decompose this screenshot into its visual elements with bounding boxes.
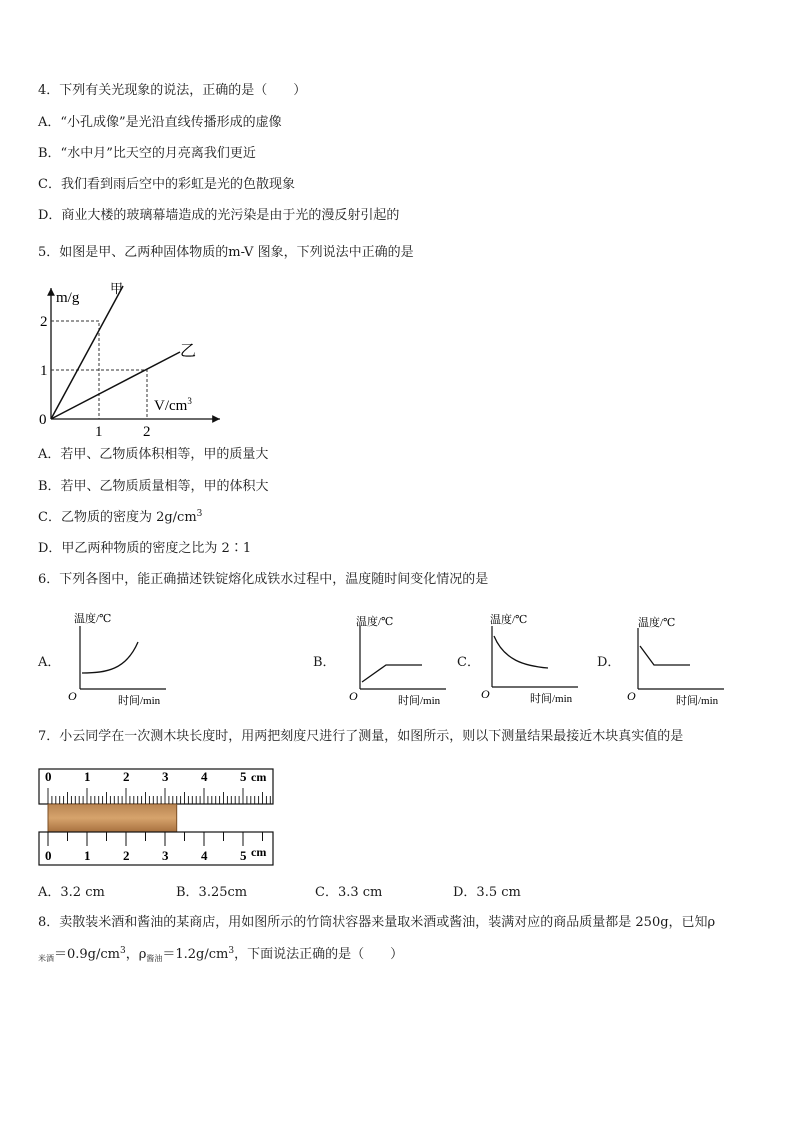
q5-mv-graph bbox=[30, 280, 230, 440]
q6-b-origin: O bbox=[349, 689, 358, 703]
q5-option-a: A．若甲、乙物质体积相等，甲的质量大 bbox=[38, 447, 269, 462]
q7-bottom-number: 2 bbox=[123, 848, 130, 863]
q7-option-a: A．3.2 cm bbox=[38, 885, 105, 900]
q5-line-yi-label: 乙 bbox=[180, 343, 197, 360]
q6-d-origin: O bbox=[627, 689, 636, 703]
q4-option-c: C．我们看到雨后空中的彩虹是光的色散现象 bbox=[38, 177, 295, 192]
q6-b-curve bbox=[362, 665, 422, 682]
q7-wood-block bbox=[48, 804, 177, 832]
q7-bottom-number: 3 bbox=[162, 848, 169, 863]
q6-graph-b bbox=[346, 610, 466, 710]
q5-ytick-1: 1 bbox=[40, 363, 48, 379]
q7-top-number: 0 bbox=[45, 769, 52, 784]
q6-a-origin: O bbox=[68, 689, 77, 703]
q6-option-a-label: A． bbox=[38, 655, 61, 670]
q7-option-b: B．3.25cm bbox=[176, 885, 248, 900]
q6-c-curve bbox=[494, 636, 548, 668]
q5-ytick-2: 2 bbox=[40, 314, 48, 330]
q6-d-curve bbox=[640, 646, 690, 665]
q5-option-d: D．甲乙两种物质的密度之比为 2∶1 bbox=[38, 541, 252, 556]
q7-ruler-figure bbox=[38, 766, 278, 870]
q6-option-b-label: B． bbox=[313, 655, 336, 670]
q5-origin: 0 bbox=[39, 412, 47, 428]
q7-top-unit: cm bbox=[251, 770, 267, 784]
q7-top-number: 5 bbox=[240, 769, 247, 784]
q5-xtick-2: 2 bbox=[143, 424, 151, 440]
q5-stem: 5．如图是甲、乙两种固体物质的m-V 图象，下列说法中正确的是 bbox=[38, 245, 414, 260]
q6-d-xlabel: 时间/min bbox=[676, 695, 719, 707]
q6-a-ylabel: 温度/℃ bbox=[74, 613, 112, 625]
q7-top-ruler bbox=[39, 769, 273, 804]
q7-stem: 7．小云同学在一次测木块长度时，用两把刻度尺进行了测量，如图所示，则以下测量结果最接近木块真实值的是 bbox=[38, 729, 684, 744]
q6-graph-d bbox=[624, 610, 744, 710]
q6-stem: 6．下列各图中，能正确描述铁锭熔化成铁水过程中，温度随时间变化情况的是 bbox=[38, 572, 489, 587]
q7-top-number: 3 bbox=[162, 769, 169, 784]
q7-bottom-number: 5 bbox=[240, 848, 247, 863]
q5-x-label: $V/cm^3$ bbox=[154, 396, 192, 414]
q6-option-c-label: C． bbox=[457, 655, 480, 670]
q7-top-number: 4 bbox=[201, 769, 208, 784]
q6-c-xlabel: 时间/min bbox=[530, 693, 573, 705]
q6-c-ylabel: 温度/℃ bbox=[490, 614, 528, 626]
q7-bottom-number: 0 bbox=[45, 848, 52, 863]
q7-option-d: D．3.5 cm bbox=[453, 885, 521, 900]
q7-option-c: C．3.3 cm bbox=[315, 885, 383, 900]
q6-c-origin: O bbox=[481, 687, 490, 701]
q6-graph-a bbox=[66, 610, 186, 710]
q7-top-number: 1 bbox=[84, 769, 91, 784]
q6-b-ylabel: 温度/℃ bbox=[356, 616, 394, 628]
q7-bottom-ruler bbox=[39, 832, 273, 865]
q4-option-b: B．“水中月”比天空的月亮离我们更近 bbox=[38, 146, 256, 161]
q5-option-c: C．乙物质的密度为 $2g/cm^3$ bbox=[38, 509, 203, 525]
q4-option-d: D．商业大楼的玻璃幕墙造成的光污染是由于光的漫反射引起的 bbox=[38, 208, 400, 223]
q7-bottom-number: 4 bbox=[201, 848, 208, 863]
q4-option-a: A．“小孔成像”是光沿直线传播形成的虚像 bbox=[38, 115, 282, 130]
q8-line-1: 8．卖散装米酒和酱油的某商店，用如图所示的竹筒状容器来量取米酒或酱油，装满对应的商品质量都是 250g，已知ρ bbox=[38, 915, 716, 930]
q4-stem: 4．下列有关光现象的说法，正确的是（ ） bbox=[38, 83, 307, 98]
q7-bottom-number: 1 bbox=[84, 848, 91, 863]
q7-top-number: 2 bbox=[123, 769, 130, 784]
q6-a-xlabel: 时间/min bbox=[118, 695, 161, 707]
q5-line-jia-label: 甲 bbox=[110, 281, 124, 296]
q5-xtick-1: 1 bbox=[95, 424, 103, 440]
q6-graph-c bbox=[478, 608, 598, 708]
q8-line-2: $_{米酒}=0.9g/cm^3$，$\rho_{酱油}=1.2g/cm^3$，下面说法正确的是（ ） bbox=[38, 946, 404, 963]
q7-bottom-unit: cm bbox=[251, 845, 267, 859]
q5-option-b: B．若甲、乙物质质量相等，甲的体积大 bbox=[38, 479, 269, 494]
q6-option-d-label: D． bbox=[597, 655, 621, 670]
q6-a-curve bbox=[82, 642, 138, 673]
q6-d-ylabel: 温度/℃ bbox=[638, 617, 676, 629]
q6-b-xlabel: 时间/min bbox=[398, 695, 441, 707]
q5-y-label: m/g bbox=[56, 290, 80, 306]
